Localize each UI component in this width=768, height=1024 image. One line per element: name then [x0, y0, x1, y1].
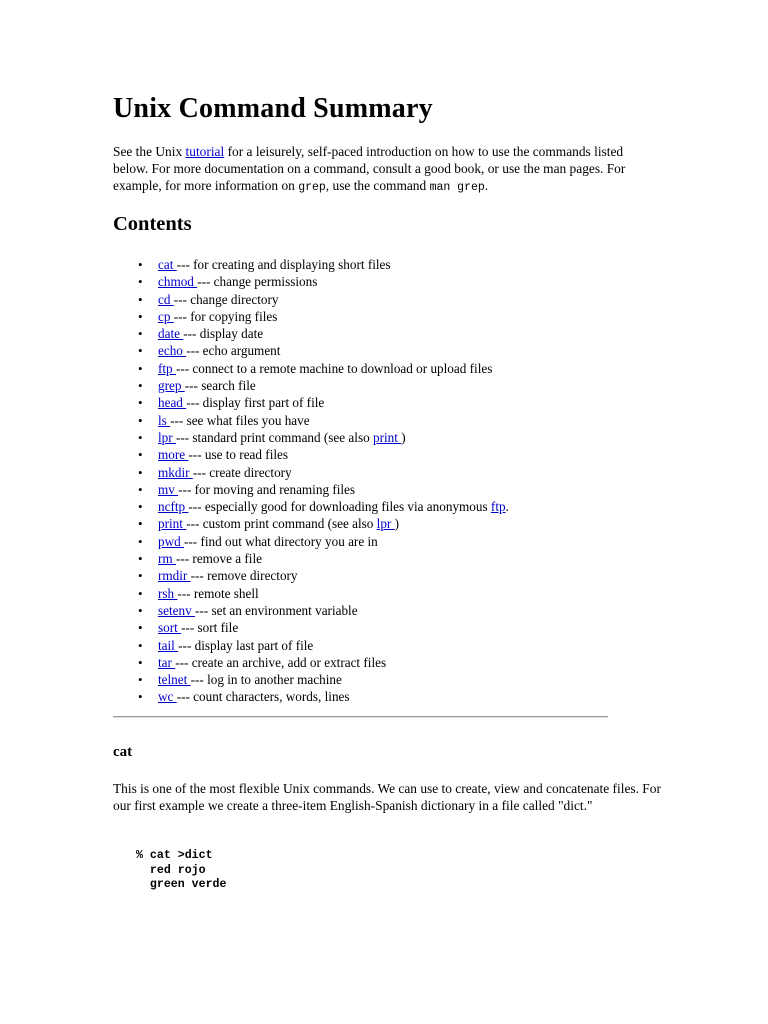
contents-link-ncftp[interactable]: ncftp: [158, 499, 189, 515]
contents-item-more: [138, 446, 509, 463]
bullet-icon: •: [138, 395, 143, 411]
contents-link-tar[interactable]: tar: [158, 654, 176, 670]
contents-item-head: [138, 394, 509, 411]
contents-item-lpr: [138, 429, 509, 446]
cat-heading: cat: [113, 744, 133, 760]
contents-item-chmod: [138, 273, 509, 290]
contents-link-date[interactable]: date: [158, 326, 184, 342]
contents-link-rsh[interactable]: rsh: [158, 585, 178, 601]
intro-paragraph: [113, 143, 658, 196]
contents-desc: --- find out what directory you are in: [184, 533, 378, 549]
contents-item-cd: [138, 291, 509, 308]
contents-link-cd[interactable]: cd: [158, 291, 174, 307]
bullet-icon: •: [138, 585, 143, 601]
contents-item-mv: [138, 481, 509, 498]
contents-item-rm: [138, 550, 509, 567]
contents-link-cp[interactable]: cp: [158, 308, 174, 324]
contents-item-rmdir: [138, 567, 509, 584]
bullet-icon: •: [138, 551, 143, 567]
contents-list: [113, 256, 509, 706]
contents-desc-end: .: [505, 499, 509, 515]
contents-desc: --- create directory: [192, 464, 292, 480]
bullet-icon: •: [138, 516, 143, 532]
intro-text-3: , use the command: [325, 178, 430, 193]
cat-code-block: [136, 849, 226, 893]
contents-desc: --- echo argument: [186, 343, 281, 359]
contents-desc: --- count characters, words, lines: [176, 689, 350, 705]
contents-link-tail[interactable]: tail: [158, 637, 179, 653]
contents-desc: --- display first part of file: [186, 395, 325, 411]
contents-desc: --- set an environment variable: [195, 602, 358, 618]
contents-item-grep: [138, 377, 509, 394]
bullet-icon: •: [138, 637, 143, 653]
contents-link-ls[interactable]: ls: [158, 412, 171, 428]
bullet-icon: •: [138, 326, 143, 342]
contents-item-telnet: [138, 671, 509, 688]
contents-link-sort[interactable]: sort: [158, 620, 182, 636]
contents-link-more[interactable]: more: [158, 447, 189, 463]
intro-text-1: See the Unix: [113, 144, 186, 159]
cat-description: This is one of the most flexible Unix commands. We can use to create, view and concatenate files. For our first example we create a three-item English-Spanish dictionary in a file called "dict.": [113, 781, 661, 813]
contents-desc: --- remove directory: [190, 568, 298, 584]
bullet-icon: •: [138, 689, 143, 705]
intro-code-grep: grep: [298, 181, 326, 194]
contents-desc-end: ): [394, 516, 400, 532]
bullet-icon: •: [138, 568, 143, 584]
bullet-icon: •: [138, 274, 143, 290]
bullet-icon: •: [138, 602, 143, 618]
contents-item-ncftp: [138, 498, 509, 515]
contents-desc: --- sort file: [181, 620, 239, 636]
contents-link-chmod[interactable]: chmod: [158, 274, 198, 290]
contents-link-head[interactable]: head: [158, 395, 187, 411]
contents-item-date: [138, 325, 509, 342]
section-divider: [113, 716, 608, 718]
contents-link-cat[interactable]: cat: [158, 257, 177, 272]
contents-item-print: [138, 515, 509, 532]
tutorial-link[interactable]: tutorial: [185, 144, 225, 159]
contents-link-lpr[interactable]: lpr: [158, 429, 176, 445]
see-also-link-print[interactable]: print: [372, 429, 402, 445]
contents-item-ftp: [138, 360, 509, 377]
contents-desc-end: ): [401, 429, 406, 445]
contents-item-echo: [138, 342, 509, 359]
bullet-icon: •: [138, 412, 143, 428]
bullet-icon: •: [138, 291, 143, 307]
contents-desc: --- custom print command (see also: [186, 516, 377, 532]
bullet-icon: •: [138, 378, 143, 394]
contents-desc: --- change directory: [173, 291, 279, 307]
contents-item-pwd: [138, 533, 509, 550]
contents-desc: --- see what files you have: [170, 412, 310, 428]
contents-link-grep[interactable]: grep: [158, 378, 185, 394]
bullet-icon: •: [138, 464, 143, 480]
contents-item-wc: [138, 688, 509, 705]
code-line: % cat >dict: [136, 849, 213, 862]
page-title: Unix Command Summary: [113, 93, 433, 124]
contents-item-setenv: [138, 602, 509, 619]
code-line: green verde: [136, 878, 227, 891]
contents-desc: --- search file: [184, 378, 256, 394]
intro-text-2: for a leisurely, self-paced introduction on how to use the commands listed below. For more documentation on a command, consult a good book, or use the man pages. For example, for more information on: [113, 144, 626, 193]
bullet-icon: •: [138, 360, 143, 376]
contents-desc: --- log in to another machine: [190, 672, 342, 688]
see-also-link-lpr[interactable]: lpr: [376, 516, 395, 532]
contents-link-setenv[interactable]: setenv: [158, 602, 195, 618]
contents-link-telnet[interactable]: telnet: [158, 672, 191, 688]
contents-desc: --- display date: [183, 326, 264, 342]
contents-link-rm[interactable]: rm: [158, 551, 176, 567]
bullet-icon: •: [138, 447, 143, 463]
contents-item-cp: [138, 308, 509, 325]
contents-link-mv[interactable]: mv: [158, 481, 179, 497]
contents-item-tail: [138, 637, 509, 654]
contents-link-pwd[interactable]: pwd: [158, 533, 185, 549]
contents-item-tar: [138, 654, 509, 671]
contents-desc: --- remote shell: [177, 585, 259, 601]
contents-item-rsh: [138, 585, 509, 602]
see-also-link-ftp[interactable]: ftp: [490, 499, 506, 515]
contents-link-print[interactable]: print: [158, 516, 187, 532]
intro-code-man-grep: man grep: [429, 181, 485, 194]
intro-text-4: .: [484, 178, 489, 193]
code-line: red rojo: [136, 863, 206, 877]
contents-item-sort: [138, 619, 509, 636]
contents-desc: --- create an archive, add or extract files: [175, 654, 387, 670]
contents-item-mkdir: [138, 464, 509, 481]
bullet-icon: •: [138, 620, 143, 636]
contents-desc: --- remove a file: [175, 551, 262, 567]
contents-link-ftp[interactable]: ftp: [158, 360, 176, 376]
bullet-icon: •: [138, 499, 143, 515]
bullet-icon: •: [138, 654, 143, 670]
bullet-icon: •: [138, 257, 143, 272]
contents-desc: --- standard print command (see also: [175, 429, 373, 445]
contents-link-wc[interactable]: wc: [158, 689, 177, 705]
contents-desc: --- display last part of file: [178, 637, 314, 653]
bullet-icon: •: [138, 672, 143, 688]
bullet-icon: •: [138, 533, 143, 549]
bullet-icon: •: [138, 308, 143, 324]
contents-link-rmdir[interactable]: rmdir: [158, 568, 191, 584]
contents-heading: Contents: [113, 213, 192, 235]
contents-link-echo[interactable]: echo: [158, 343, 187, 359]
contents-desc: --- for creating and displaying short files: [176, 257, 391, 272]
contents-item-cat: [138, 256, 509, 273]
contents-item-ls: [138, 412, 509, 429]
bullet-icon: •: [138, 481, 143, 497]
contents-desc: --- change permissions: [197, 274, 318, 290]
contents-desc: --- for copying files: [173, 308, 278, 324]
bullet-icon: •: [138, 343, 143, 359]
bullet-icon: •: [138, 429, 143, 445]
contents-link-mkdir[interactable]: mkdir: [158, 464, 193, 480]
contents-desc: --- connect to a remote machine to download or upload files: [175, 360, 493, 376]
contents-desc: --- for moving and renaming files: [178, 481, 356, 497]
contents-desc: --- use to read files: [188, 447, 289, 463]
contents-desc: --- especially good for downloading files via anonymous: [188, 499, 491, 515]
